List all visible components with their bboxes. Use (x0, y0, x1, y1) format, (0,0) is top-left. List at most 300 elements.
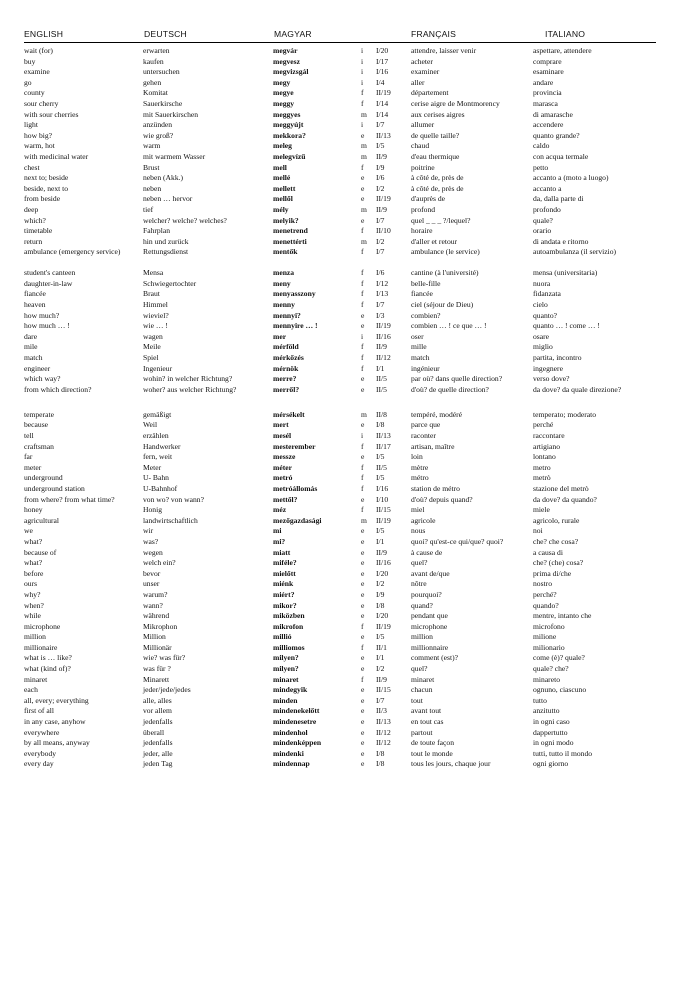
german-term: Fahrplan (143, 226, 170, 236)
vocab-row (0, 505, 679, 516)
german-term: hin und zurück (143, 236, 189, 246)
vocab-row (0, 749, 679, 760)
english-term: chest (24, 162, 40, 172)
vocab-row (0, 495, 679, 506)
lesson-ref: II/16 (376, 331, 391, 341)
header-italiano: ITALIANO (545, 29, 586, 39)
lesson-ref: II/17 (376, 441, 391, 451)
french-term: aller (411, 77, 425, 87)
word-class: m (361, 141, 367, 151)
word-class: e (361, 183, 365, 193)
vocab-row (0, 152, 679, 163)
vocab-row (0, 300, 679, 311)
english-term: sour cherry (24, 98, 59, 108)
german-term: Rettungsdienst (143, 247, 189, 257)
english-term: each (24, 685, 38, 695)
lesson-ref: II/8 (376, 409, 387, 419)
german-term: bevor (143, 568, 161, 578)
german-term: Mikrophon (143, 621, 178, 631)
vocab-row (0, 46, 679, 57)
word-class: f (361, 505, 364, 515)
english-term: which way? (24, 374, 61, 384)
german-term: wegen (143, 547, 163, 557)
french-term: quel _ _ _ ?/lequel? (411, 215, 471, 225)
french-term: combien … ! ce que … ! (411, 321, 487, 331)
hungarian-term: menyasszony (273, 289, 316, 299)
vocab-row (0, 110, 679, 121)
vocab-row (0, 526, 679, 537)
german-term: neben (Akk.) (143, 173, 184, 183)
german-term: gehen (143, 77, 162, 87)
english-term: first of all (24, 706, 54, 716)
italian-term: caldo (533, 141, 550, 151)
german-term: mit warmem Wasser (143, 151, 206, 161)
vocab-row (0, 738, 679, 749)
italian-term: autoambulanza (il servizio) (533, 247, 617, 257)
german-term: was für ? (143, 664, 171, 674)
italian-term: da dove? da quando? (533, 494, 597, 504)
lesson-ref: I/5 (376, 632, 385, 642)
english-term: examine (24, 67, 50, 77)
german-term: wie groß? (143, 130, 174, 140)
vocab-row (0, 342, 679, 353)
french-term: d'où? de quelle direction? (411, 384, 489, 394)
italian-term: orario (533, 226, 552, 236)
german-term: woher? aus welcher Richtung? (143, 384, 237, 394)
english-term: while (24, 611, 41, 621)
german-term: Meile (143, 342, 161, 352)
german-term: welch ein? (143, 558, 176, 568)
word-class: i (361, 46, 364, 55)
lesson-ref: I/9 (376, 589, 385, 599)
lesson-ref: II/9 (376, 547, 387, 557)
lesson-ref: I/8 (376, 600, 385, 610)
lesson-ref: II/19 (376, 88, 391, 98)
vocab-row (0, 675, 679, 686)
italian-term: milione (533, 632, 557, 642)
german-term: mit Sauerkirschen (143, 109, 199, 119)
english-term: because (24, 420, 49, 430)
word-class: f (361, 98, 364, 108)
italian-term: ingegnere (533, 363, 563, 373)
italian-term: metro (533, 462, 551, 472)
word-class: e (361, 173, 365, 183)
lesson-ref: I/9 (376, 162, 385, 172)
italian-term: stazione del metrò (533, 483, 589, 493)
french-term: nous (411, 526, 426, 536)
french-term: parce que (411, 420, 441, 430)
english-term: match (24, 353, 43, 363)
french-term: partout (411, 727, 433, 737)
lesson-ref: II/9 (376, 151, 387, 161)
lesson-ref: II/13 (376, 130, 391, 140)
german-term: jedenfalls (143, 717, 173, 727)
german-term: Schwiegertochter (143, 278, 197, 288)
vocab-row (0, 548, 679, 559)
german-term: jeden Tag (143, 759, 173, 769)
hungarian-term: melegvízű (273, 151, 306, 161)
vocab-row (0, 99, 679, 110)
vocab-row (0, 685, 679, 696)
german-term: Million (143, 632, 166, 642)
hungarian-term: merre? (273, 374, 297, 384)
italian-term: miglio (533, 342, 553, 352)
german-term: wann? (143, 600, 163, 610)
italian-term: miele (533, 505, 550, 515)
english-term: underground station (24, 483, 85, 493)
english-term: what? (24, 536, 43, 546)
german-term: Himmel (143, 300, 168, 310)
lesson-ref: II/12 (376, 738, 391, 748)
hungarian-term: mellett (273, 183, 296, 193)
vocab-row (0, 184, 679, 195)
lesson-ref: I/5 (376, 141, 385, 151)
english-term: beside, next to (24, 183, 69, 193)
hungarian-term: melyik? (273, 215, 299, 225)
italian-term: accanto a (533, 183, 562, 193)
english-term: far (24, 452, 33, 462)
word-class: m (361, 236, 367, 246)
hungarian-term: mérkőzés (273, 353, 304, 363)
italian-term: quanto grande? (533, 130, 580, 140)
vocab-row (0, 569, 679, 580)
hungarian-term: mennyire … ! (273, 321, 318, 331)
lesson-ref: I/14 (376, 98, 389, 108)
french-term: de toute façon (411, 738, 455, 748)
lesson-ref: I/20 (376, 611, 389, 621)
lesson-ref: I/20 (376, 568, 389, 578)
italian-term: tutto (533, 695, 547, 705)
french-term: artisan, maître (411, 441, 455, 451)
french-term: ciel (séjour de Dieu) (411, 300, 474, 310)
vocab-row (0, 410, 679, 421)
german-term: untersuchen (143, 67, 180, 77)
german-term: von wo? von wann? (143, 494, 204, 504)
italian-term: mentre, intanto che (533, 611, 592, 621)
german-term: jeder/jede/jedes (143, 685, 191, 695)
lesson-ref: II/9 (376, 674, 387, 684)
hungarian-term: milyen? (273, 653, 299, 663)
german-term: wieviel? (143, 310, 169, 320)
italian-term: perché (533, 420, 554, 430)
french-term: d'eau thermique (411, 151, 460, 161)
vocab-row (0, 57, 679, 68)
vocab-row (0, 226, 679, 237)
word-class: f (361, 441, 364, 451)
hungarian-term: milyen? (273, 664, 299, 674)
hungarian-term: milliomos (273, 642, 305, 652)
english-term: everywhere (24, 727, 60, 737)
hungarian-term: méter (273, 462, 292, 472)
hungarian-term: mennyi? (273, 310, 301, 320)
german-term: warum? (143, 589, 168, 599)
english-term: million (24, 632, 46, 642)
vocab-row (0, 141, 679, 152)
lesson-ref: I/12 (376, 278, 389, 288)
french-term: département (411, 88, 449, 98)
vocab-row (0, 537, 679, 548)
word-class: m (361, 515, 367, 525)
word-class: e (361, 494, 365, 504)
hungarian-term: mesterember (273, 441, 316, 451)
french-term: minaret (411, 674, 435, 684)
lesson-ref: I/5 (376, 526, 385, 536)
french-term: métro (411, 473, 429, 483)
hungarian-term: mérnök (273, 363, 299, 373)
english-term: minaret (24, 674, 48, 684)
hungarian-term: miatt (273, 547, 291, 557)
lesson-ref: II/5 (376, 462, 387, 472)
lesson-ref: II/16 (376, 558, 391, 568)
italian-term: profondo (533, 204, 561, 214)
english-term: honey (24, 505, 43, 515)
lesson-ref: II/5 (376, 374, 387, 384)
english-term: microphone (24, 621, 61, 631)
italian-term: cielo (533, 300, 548, 310)
header-francais: FRANÇAIS (411, 29, 457, 39)
english-term: in any case, anyhow (24, 717, 86, 727)
german-term: fern, weit (143, 452, 173, 462)
vocab-row (0, 622, 679, 633)
word-class: e (361, 685, 365, 695)
french-term: quel? (411, 664, 428, 674)
french-term: attendre, laisser venir (411, 46, 477, 55)
french-term: allumer (411, 120, 435, 130)
french-term: horaire (411, 226, 433, 236)
italian-term: esaminare (533, 67, 564, 77)
lesson-ref: I/2 (376, 183, 385, 193)
german-term: neben … hervor (143, 194, 193, 204)
vocabulary-list (0, 46, 679, 770)
word-class: i (361, 56, 364, 66)
hungarian-term: minden (273, 695, 298, 705)
italian-term: anzitutto (533, 706, 560, 716)
italian-term: metrò (533, 473, 551, 483)
hungarian-term: miénk (273, 579, 294, 589)
italian-term: verso dove? (533, 374, 570, 384)
english-term: from where? from what time? (24, 494, 115, 504)
hungarian-term: mindenki (273, 748, 304, 758)
german-term: warm (143, 141, 161, 151)
lesson-ref: I/8 (376, 748, 385, 758)
italian-term: di andata e ritorno (533, 236, 589, 246)
hungarian-term: mi? (273, 536, 286, 546)
hungarian-term: menny (273, 300, 295, 310)
english-term: underground (24, 473, 63, 483)
word-class: f (361, 289, 364, 299)
english-term: tell (24, 431, 34, 440)
word-class: e (361, 547, 365, 557)
english-term: meter (24, 462, 42, 472)
hungarian-term: mindenhol (273, 727, 308, 737)
german-term: erzählen (143, 431, 169, 440)
word-class: i (361, 77, 364, 87)
italian-term: ogni giorno (533, 759, 569, 769)
lesson-ref: I/6 (376, 173, 385, 183)
italian-term: quanto? (533, 310, 558, 320)
vocab-row (0, 374, 679, 385)
word-class: e (361, 759, 365, 769)
hungarian-term: mekkora? (273, 130, 306, 140)
french-term: agricole (411, 515, 436, 525)
english-term: county (24, 88, 45, 98)
hungarian-term: mindenesetre (273, 717, 317, 727)
hungarian-term: megye (273, 88, 294, 98)
german-term: Sauerkirsche (143, 98, 183, 108)
word-class: e (361, 452, 365, 462)
german-term: Minarett (143, 674, 170, 684)
german-term: wie … ! (143, 321, 168, 331)
lesson-ref: I/3 (376, 310, 385, 320)
vocab-row (0, 385, 679, 406)
lesson-ref: I/1 (376, 536, 385, 546)
german-term: Honig (143, 505, 162, 515)
lesson-ref: I/5 (376, 452, 385, 462)
french-term: chaud (411, 141, 430, 151)
italian-term: perché? (533, 589, 557, 599)
italian-term: raccontare (533, 431, 565, 440)
hungarian-term: miféle? (273, 558, 297, 568)
english-term: from which direction? (24, 384, 92, 394)
french-term: tous les jours, chaque jour (411, 759, 491, 769)
french-term: ambulance (le service) (411, 247, 480, 257)
lesson-ref: I/17 (376, 56, 389, 66)
german-term: Millionär (143, 642, 172, 652)
french-term: avant de/que (411, 568, 450, 578)
french-term: loin (411, 452, 423, 462)
french-term: station de métro (411, 483, 460, 493)
french-term: avant tout (411, 706, 442, 716)
lesson-ref: I/5 (376, 473, 385, 483)
vocab-row (0, 484, 679, 495)
lesson-ref: II/19 (376, 515, 391, 525)
lesson-ref: I/1 (376, 653, 385, 663)
hungarian-term: metróállomás (273, 483, 318, 493)
word-class: f (361, 363, 364, 373)
english-term: before (24, 568, 44, 578)
vocab-row (0, 332, 679, 343)
english-term: go (24, 77, 32, 87)
french-term: tout le monde (411, 748, 453, 758)
hungarian-term: mesél (273, 431, 292, 440)
german-term: U- Bahn (143, 473, 169, 483)
french-term: microphone (411, 621, 448, 631)
hungarian-term: menettérti (273, 236, 307, 246)
german-term: unser (143, 579, 160, 589)
english-term: timetable (24, 226, 53, 236)
word-class: f (361, 88, 364, 98)
italian-term: marasca (533, 98, 558, 108)
hungarian-term: mi (273, 526, 282, 536)
lesson-ref: I/14 (376, 109, 389, 119)
vocab-row (0, 431, 679, 442)
french-term: à côté de, près de (411, 173, 464, 183)
vocab-row (0, 279, 679, 290)
vocab-row (0, 321, 679, 332)
german-term: wir (143, 526, 154, 536)
header-deutsch: DEUTSCH (144, 29, 187, 39)
italian-term: da dove? da quale direzione? (533, 384, 622, 394)
french-term: cerise aigre de Montmorency (411, 98, 500, 108)
english-term: what (kind of)? (24, 664, 71, 674)
german-term: Ingenieur (143, 363, 173, 373)
lesson-ref: I/2 (376, 236, 385, 246)
french-term: quoi? qu'est-ce qui/que? quoi? (411, 536, 504, 546)
english-term: dare (24, 331, 38, 341)
word-class: f (361, 642, 364, 652)
italian-term: noi (533, 526, 543, 536)
german-term: wagen (143, 331, 163, 341)
hungarian-term: meny (273, 278, 291, 288)
hungarian-term: messze (273, 452, 296, 462)
hungarian-term: miért? (273, 589, 295, 599)
vocab-row (0, 643, 679, 654)
german-term: wie? was für? (143, 653, 186, 663)
vocab-row (0, 653, 679, 664)
lesson-ref: II/15 (376, 685, 391, 695)
lesson-ref: II/9 (376, 342, 387, 352)
english-term: we (24, 526, 33, 536)
hungarian-term: mezőgazdasági (273, 515, 322, 525)
vocab-row (0, 364, 679, 375)
italian-term: minareto (533, 674, 560, 684)
english-term: next to; beside (24, 173, 69, 183)
word-class: e (361, 695, 365, 705)
french-term: comment (est)? (411, 653, 459, 663)
vocab-row (0, 311, 679, 322)
vocab-row (0, 696, 679, 707)
french-term: million (411, 632, 433, 642)
german-term: was? (143, 536, 159, 546)
hungarian-term: meggy (273, 98, 295, 108)
vocab-row (0, 759, 679, 770)
english-term: buy (24, 56, 36, 66)
lesson-ref: II/15 (376, 505, 391, 515)
german-term: gemäßigt (143, 409, 172, 419)
english-term: which? (24, 215, 46, 225)
english-term: student's canteen (24, 268, 76, 278)
word-class: m (361, 151, 367, 161)
vocab-row (0, 88, 679, 99)
english-term: from beside (24, 194, 61, 204)
english-term: what is … like? (24, 653, 72, 663)
hungarian-term: metró (273, 473, 293, 483)
french-term: quand? (411, 600, 433, 610)
italian-term: tutti, tutto il mondo (533, 748, 593, 758)
french-term: oser (411, 331, 424, 341)
french-term: nôtre (411, 579, 427, 589)
vocab-row (0, 247, 679, 268)
german-term: während (143, 611, 170, 621)
vocab-row (0, 590, 679, 601)
french-term: pourquoi? (411, 589, 442, 599)
word-class: m (361, 409, 367, 419)
word-class: e (361, 130, 365, 140)
header-english: ENGLISH (24, 29, 64, 39)
english-term: ambulance (emergency service) (24, 247, 121, 257)
lesson-ref: II/13 (376, 431, 391, 440)
word-class: f (361, 621, 364, 631)
italian-term: ognuno, ciascuno (533, 685, 587, 695)
lesson-ref: I/13 (376, 289, 389, 299)
italian-term: in ogni modo (533, 738, 574, 748)
english-term: why? (24, 589, 41, 599)
vocab-row (0, 289, 679, 300)
italian-term: temperato; moderato (533, 409, 597, 419)
english-term: how big? (24, 130, 53, 140)
hungarian-term: meggyes (273, 109, 301, 119)
german-term: landwirtschaftlich (143, 515, 198, 525)
